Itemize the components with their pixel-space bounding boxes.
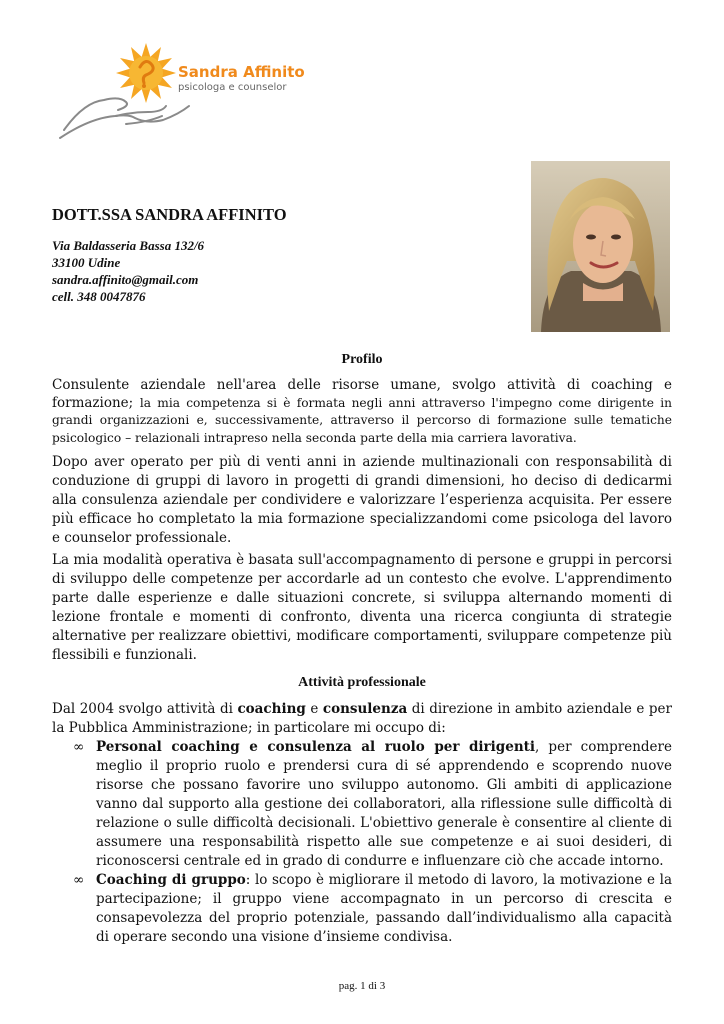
portrait-photo [531,161,670,332]
logo-subtitle: psicologa e counselor [178,82,287,93]
phone-line: cell. 348 0047876 [52,289,146,304]
list-item-title: Personal coaching e consulenza al ruolo per dirigenti [96,739,536,755]
profile-paragraph-3: La mia modalità operativa è basata sull'accompagnamento di persone e gruppi in percorsi di sviluppo delle competenze per accordarle ad un contesto che evolve. L'apprendimento parte dalle esperienze e dalle situazioni concrete, si sviluppa alternando momenti di lezione frontale e momenti di confronto, diventa una ricerca congiunta di strategie alternative per realizzare obiettivi, modificare comportamenti, sviluppare competenze più flessibili e funzionali. [52,552,672,663]
activity-intro-consulenza: consulenza [322,701,408,717]
infinity-bullet-icon: ∞ [73,739,85,755]
logo [56,40,305,148]
infinity-bullet-icon: ∞ [73,872,85,888]
activity-intro-coaching: coaching [237,701,306,717]
section-title-profile: Profilo [341,352,383,367]
activity-intro-e: di direzione in ambito aziendale e per la Pubblica Amministrazione; in particolare mi occupo di: [52,701,673,736]
profile-paragraph-2: Dopo aver operato per più di venti anni in aziende multinazionali con responsabilità di conduzione di gruppi di lavoro in progetti di grandi dimensioni, ho deciso di dedicarmi alla consulenza aziendale per condividere e valorizzare l’esperienza acquisita. Per essere più efficace ho completato la mia formazione specializzandomi come psicologa del lavoro e counselor professionale. [52,454,672,546]
sun-hand-logo-icon [56,40,286,148]
activity-list [52,738,672,947]
email-line[interactable]: sandra.affinito@gmail.com [52,272,199,287]
city-line: 33100 Udine [52,255,121,270]
list-item-title: Coaching di gruppo [96,872,246,888]
contact-block [52,237,204,305]
person-name: DOTT.SSA SANDRA AFFINITO [52,205,287,224]
activity-intro [52,700,672,738]
activity-intro-c: e [305,701,323,717]
logo-name: Sandra Affinito [178,63,305,81]
profile-paragraph-1-rest: la mia competenza si è formata negli anni attraverso l'impegno come dirigente in grandi organizzazioni e, successivamente, attraverso il percorso di formazione sulle tematiche psicologico – relazionali intrapreso nella seconda parte della mia carriera lavorativa. [52,395,672,445]
list-item [52,871,672,947]
profile-paragraph-1 [52,377,672,447]
profile-paragraph-1-lead: Consulente aziendale nell'area delle risorse umane, svolgo attività di coaching e formazione; [52,377,672,411]
list-item-text: : lo scopo è migliorare il metodo di lavoro, la motivazione e la partecipazione; il gruppo viene accompagnato in un percorso di crescita e consapevolezza del proprio potenziale, passando dall’individualismo alla capacità di operare secondo una visione d’insieme condivisa. [96,872,672,945]
list-item [52,738,672,871]
list-item-text: , per comprendere meglio il proprio ruolo e prendersi cura di sé apprendendo e scoprendo nuove risorse che possano favorire uno sviluppo autonomo. Gli ambiti di applicazione vanno dal supporto alla gestione dei collaboratori, alla riflessione sulle difficoltà di relazione o sulle difficoltà decisionali. L'obiettivo generale è consentire al cliente di assumere una responsabilità rispetto alle sue competenze e ai suoi desideri, di riconoscersi centrale ed in grado di condurre e influenzare ciò che accade intorno. [96,739,672,869]
activity-intro-a: Dal 2004 svolgo attività di [52,701,238,717]
address-line: Via Baldasseria Bassa 132/6 [52,238,205,253]
page-number: pag. 1 di 3 [338,980,386,992]
section-title-activity: Attività professionale [298,675,426,690]
